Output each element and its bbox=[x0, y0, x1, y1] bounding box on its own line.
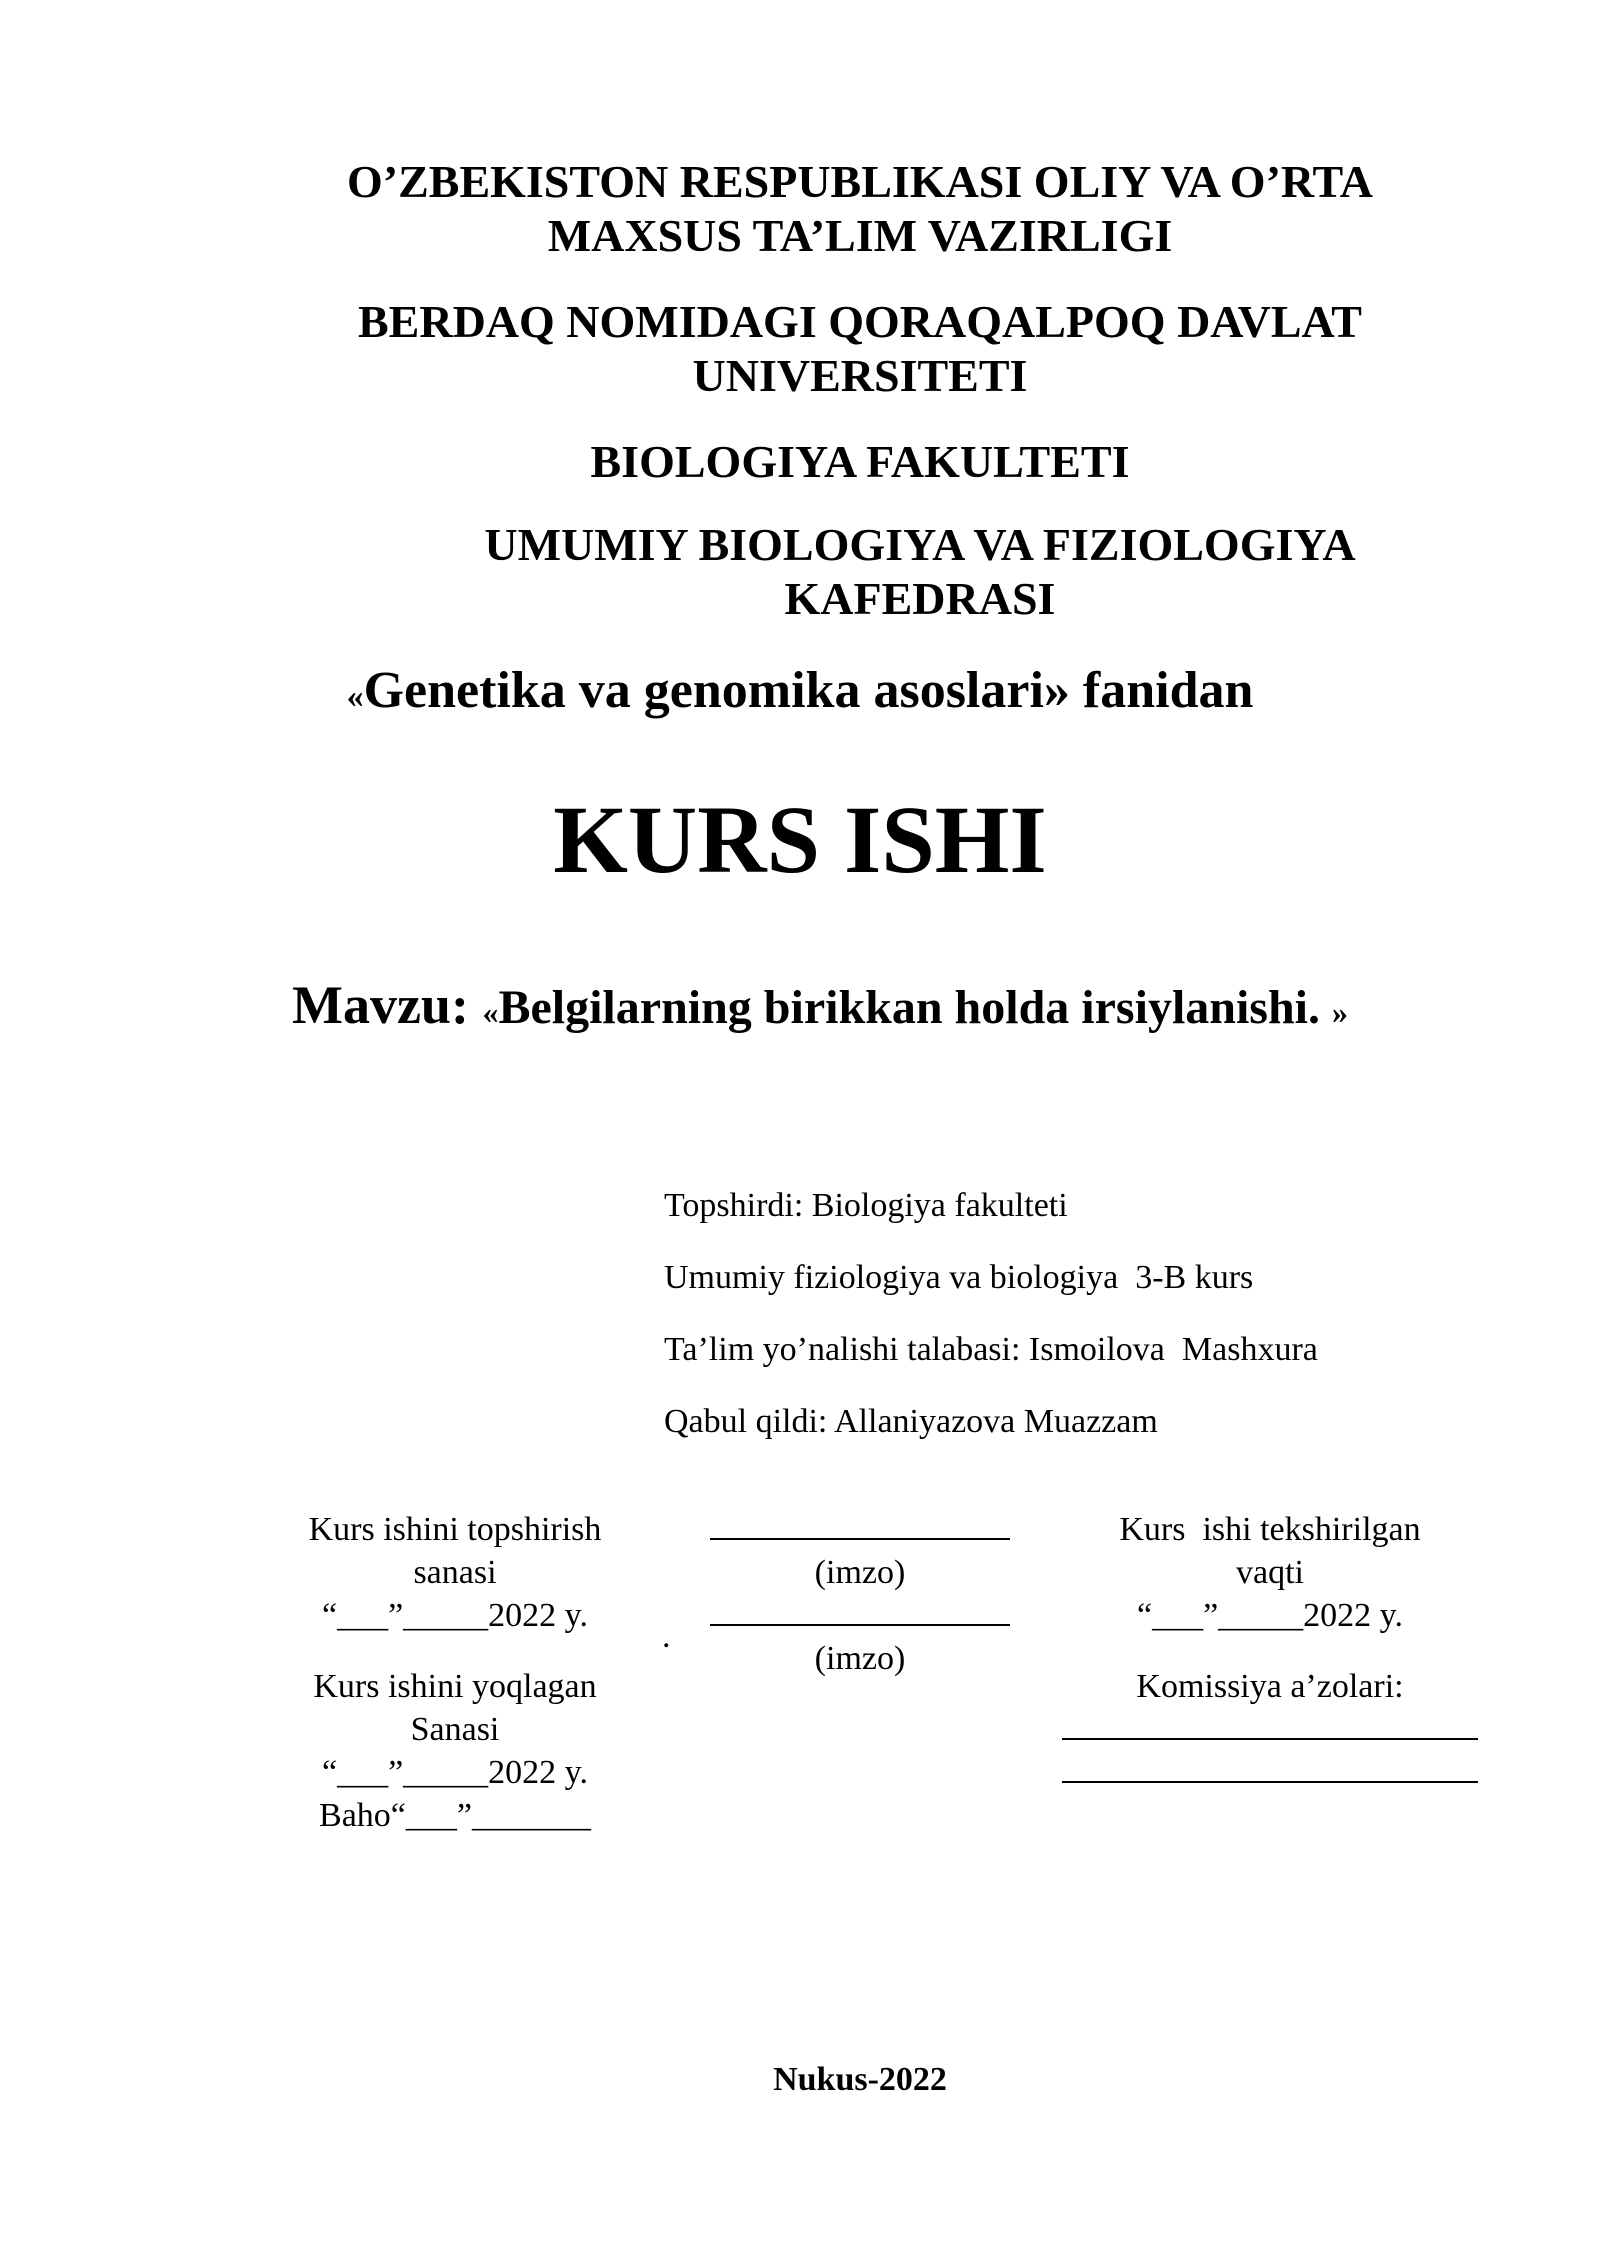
info-submitted-by: Topshirdi: Biologiya fakulteti bbox=[664, 1187, 1068, 1224]
faculty-name bbox=[0, 435, 1600, 489]
theme-heading bbox=[40, 975, 1600, 1042]
ministry-name bbox=[80, 155, 1600, 263]
signature-column bbox=[700, 1508, 1020, 1680]
commission-label: Komissiya a’zolari: bbox=[1136, 1668, 1404, 1705]
theme-text: Belgilarning birikkan holda irsiylanishi. bbox=[498, 981, 1333, 1034]
info-course: Umumiy fiziologiya va biologiya 3-B kurs bbox=[664, 1259, 1254, 1296]
signature-line-2 bbox=[710, 1594, 1010, 1626]
submit-label-2: sanasi bbox=[413, 1554, 497, 1591]
subject-suffix: fanidan bbox=[1069, 662, 1254, 719]
department-line-1: UMUMIY BIOLOGIYA VA FIZIOLOGIYA bbox=[484, 519, 1356, 570]
submit-label-1: Kurs ishini topshirish bbox=[308, 1511, 602, 1548]
signature-label-2: (imzo) bbox=[814, 1640, 906, 1677]
department-name bbox=[200, 518, 1600, 626]
defend-date: “___”_____2022 y. bbox=[322, 1754, 588, 1791]
theme-close-quote: » bbox=[1332, 994, 1349, 1030]
student-info bbox=[664, 1170, 1318, 1458]
subject-close-quote: » bbox=[1043, 662, 1070, 719]
commission-line-1 bbox=[1062, 1708, 1478, 1740]
theme-open-quote: « bbox=[482, 994, 499, 1030]
signature-label-1: (imzo) bbox=[814, 1554, 906, 1591]
place-year: Nukus-2022 bbox=[773, 2061, 947, 2098]
checked-date: “___”_____2022 y. bbox=[1137, 1597, 1403, 1634]
info-student: Ta’lim yo’nalishi talabasi: Ismoilova Mashxura bbox=[664, 1331, 1318, 1368]
spacer bbox=[280, 1637, 630, 1665]
document-title: KURS ISHI bbox=[553, 786, 1047, 893]
review-column bbox=[1040, 1508, 1500, 1794]
grade-line: Baho“___”_______ bbox=[319, 1797, 591, 1834]
subject-open-quote: « bbox=[346, 678, 364, 715]
subject-heading bbox=[0, 660, 1600, 728]
defend-label-1: Kurs ishini yoqlagan bbox=[313, 1668, 597, 1705]
university-name bbox=[90, 295, 1600, 403]
stray-dot: . bbox=[662, 1618, 671, 1655]
spacer bbox=[1040, 1637, 1500, 1665]
department-line-2: KAFEDRASI bbox=[784, 573, 1056, 624]
defend-label-2: Sanasi bbox=[410, 1711, 500, 1748]
theme-label: Mavzu: bbox=[291, 975, 483, 1035]
subject-name: Genetika va genomika asoslari bbox=[363, 662, 1044, 719]
ministry-line-2: MAXSUS TA’LIM VAZIRLIGI bbox=[547, 210, 1173, 261]
signature-line-1 bbox=[710, 1508, 1010, 1540]
submission-dates-column bbox=[280, 1508, 630, 1837]
ministry-line-1: O’ZBEKISTON RESPUBLIKASI OLIY VA O’RTA bbox=[346, 156, 1373, 207]
university-line-1: BERDAQ NOMIDAGI QORAQALPOQ DAVLAT bbox=[358, 296, 1362, 347]
info-accepted-by: Qabul qildi: Allaniyazova Muazzam bbox=[664, 1403, 1158, 1440]
university-line-2: UNIVERSITETI bbox=[692, 350, 1028, 401]
faculty-line: BIOLOGIYA FAKULTETI bbox=[590, 436, 1130, 487]
checked-label-1: Kurs ishi tekshirilgan bbox=[1119, 1511, 1421, 1548]
submit-date: “___”_____2022 y. bbox=[322, 1597, 588, 1634]
checked-label-2: vaqti bbox=[1236, 1554, 1304, 1591]
commission-line-2 bbox=[1062, 1751, 1478, 1783]
